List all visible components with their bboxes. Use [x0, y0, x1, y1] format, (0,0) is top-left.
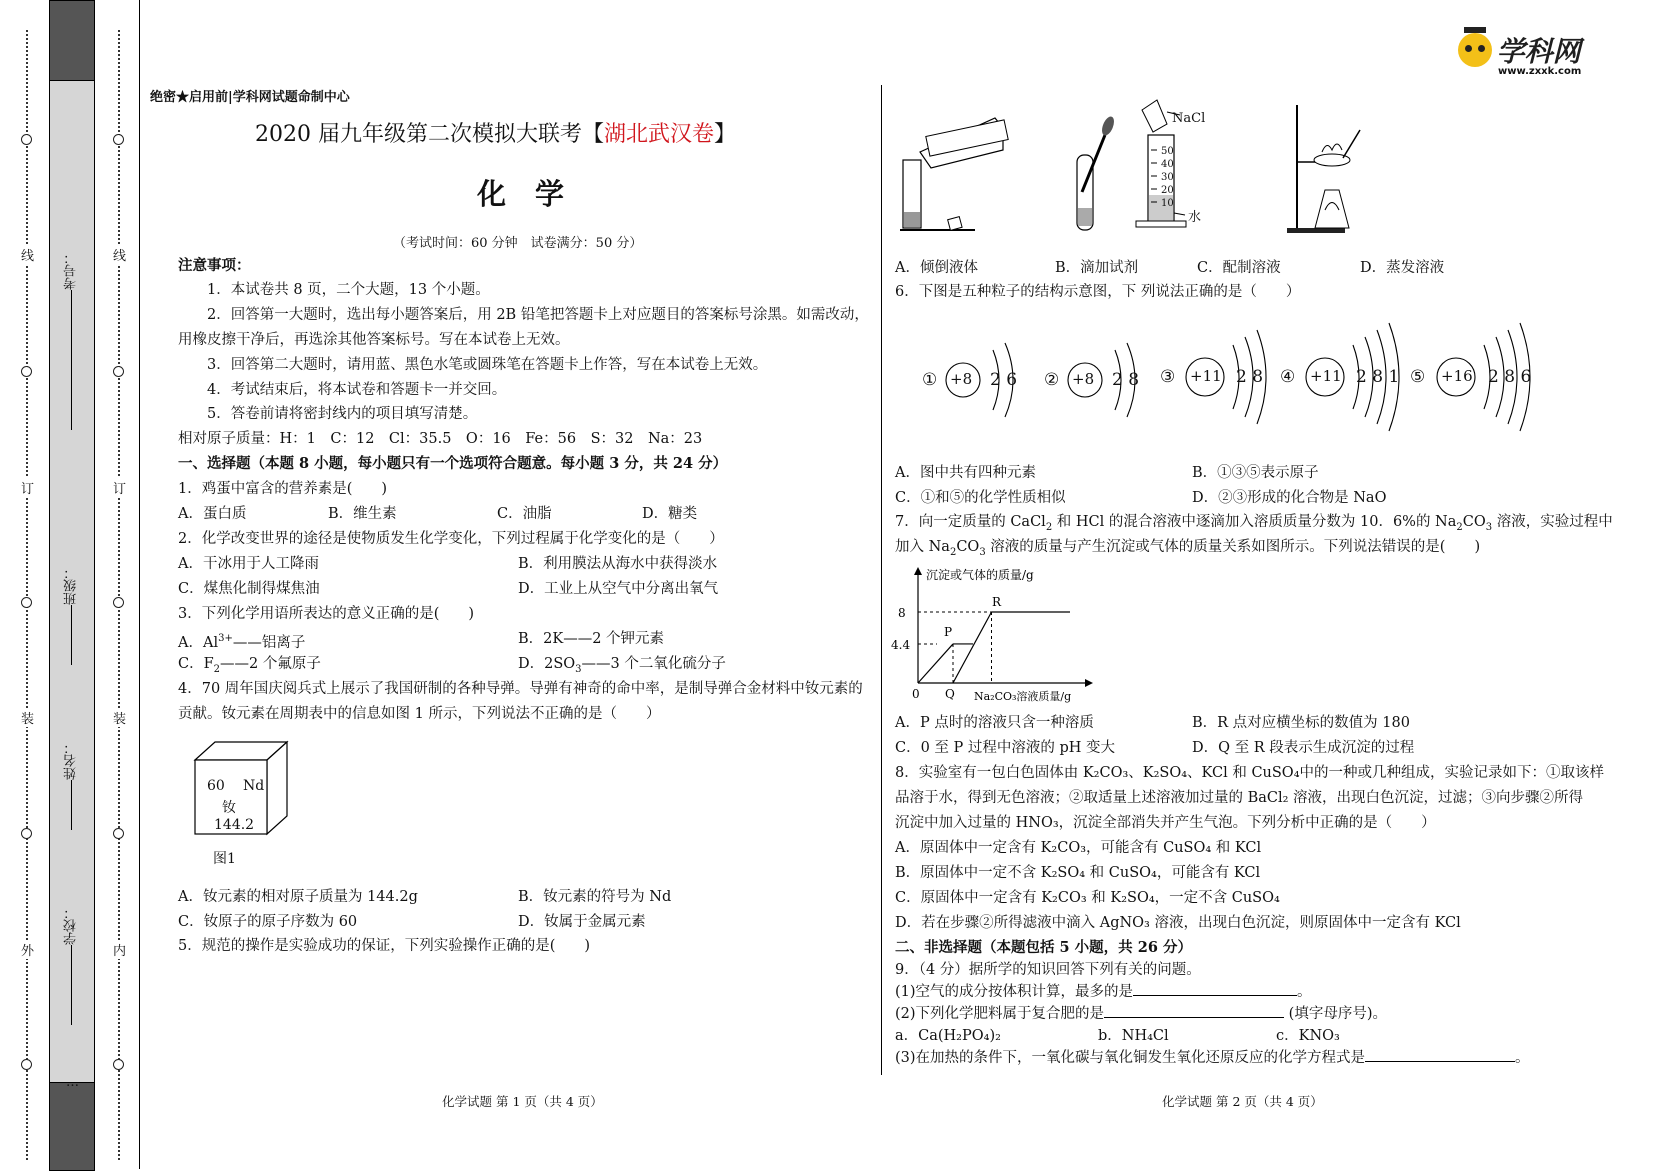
option: C．原固体中一定含有 K₂CO₃ 和 K₂SO₄，一定不含 CuSO₄: [895, 890, 1280, 906]
logo-url: www.zxxk.com: [1498, 66, 1582, 77]
element-number: 60: [207, 778, 225, 794]
note-item: 4．考试结束后，将本试卷和答题卡一并交回。: [207, 382, 507, 398]
note-item: 1．本试卷共 8 页，二个大题，13 个小题。: [207, 282, 490, 298]
atomic-masses: 相对原子质量：H：1 C：12 Cl：35.5 O：16 Fe：56 S：32 Na：23: [178, 431, 703, 447]
option: B．滴加试剂: [1055, 260, 1139, 276]
seal-circle: [21, 366, 32, 377]
option: B．钕元素的符号为 Nd: [518, 889, 672, 905]
note-item: 3．回答第二大题时，请用蓝、黑色水笔或圆珠笔在答题卡上作答，写在本试卷上无效。: [207, 357, 768, 373]
element-symbol: Nd: [243, 778, 265, 794]
logo-mascot-icon: [1458, 33, 1492, 67]
point-label-q: Q: [945, 687, 955, 701]
answer-blank[interactable]: [1365, 1061, 1515, 1062]
margin-dark-bar-bottom: [49, 1082, 95, 1171]
option: C．配制溶液: [1197, 260, 1281, 276]
nacl-label: NaCl: [1172, 111, 1206, 126]
margin-char: 线: [113, 245, 126, 264]
point-label-p: P: [944, 625, 953, 639]
option: A．蛋白质: [178, 506, 247, 522]
logo: [1458, 30, 1581, 77]
question-8-cont: 沉淀中加入过量的 HNO₃，沉淀全部消失并产生气泡。下列分析中正确的是（ ）: [895, 815, 1436, 831]
precipitate-series-line: [953, 612, 992, 683]
option: D．糖类: [642, 506, 698, 522]
notes-heading: 注意事项：: [178, 257, 251, 274]
option: C．0 至 P 过程中溶液的 pH 变大: [895, 740, 1116, 756]
margin-char: 装: [21, 708, 34, 727]
option: B．①③⑤表示原子: [1192, 465, 1319, 481]
answer-blank[interactable]: [1104, 1017, 1284, 1018]
option: C．①和⑤的化学性质相似: [895, 490, 1066, 506]
note-item: 5．答卷前请将密封线内的项目填写清楚。: [207, 406, 478, 422]
particle-nucleus: +11: [1310, 367, 1342, 385]
option: C．煤焦化制得煤焦油: [178, 581, 320, 597]
margin-char: 订: [21, 478, 34, 497]
option: B．2K——2 个钾元素: [518, 631, 665, 647]
seal-circle: [113, 366, 124, 377]
inner-seal-line: [118, 30, 120, 1160]
question-8-cont: 品溶于水，得到无色溶液；②取适量上述溶液加过量的 BaCl₂ 溶液，出现白色沉淀，过滤；③向步骤②所得: [895, 790, 1584, 806]
y-tick-label: 8: [898, 606, 906, 620]
particle-label: ①: [922, 370, 938, 390]
option: A．$Al^{3+}——$铝离子: [178, 633, 306, 651]
question-1: 1．鸡蛋中富含的营养素是( ): [178, 481, 388, 497]
margin-char: 内: [113, 940, 126, 959]
margin-dark-bar-top: [49, 0, 95, 82]
water-label: 水: [1188, 210, 1202, 225]
seal-circle: [113, 597, 124, 608]
question-8: 8．实验室有一包白色固体由 K₂CO₃、K₂SO₄、KCl 和 CuSO₄中的一种或几种组成，实验记录如下：①取该样: [895, 765, 1605, 781]
seal-circle: [21, 134, 32, 145]
option: A．干冰用于人工降雨: [178, 556, 319, 572]
note-item: 2．回答第一大题时，选出每小题答案后，用 2B 铅笔把答题卡上对应题目的答案标号涂黑。如需改动，: [207, 307, 869, 323]
margin-char: 外: [21, 940, 34, 959]
particle-label: ④: [1280, 367, 1296, 387]
question-3: 3．下列化学用语所表达的意义正确的是( ): [178, 606, 475, 622]
section-1-heading: 一、选择题（本题 8 小题，每小题只有一个选项符合题意。每小题 3 分，共 24 分）: [178, 455, 728, 472]
question-9-part-1: (1)空气的成分按体积计算，最多的是 。: [895, 984, 1312, 1000]
exam-title: 2020 届九年级第二次模拟大联考【湖北武汉卷】: [255, 122, 737, 147]
particle-label: ③: [1160, 367, 1176, 387]
particle-shells: 2 8: [1236, 367, 1264, 387]
outer-seal-line: [26, 30, 28, 1160]
particle-shells: 2 8 6: [1488, 367, 1532, 387]
margin-field-name: 姓名：: [62, 710, 81, 830]
y-tick-label: 4.4: [891, 638, 911, 652]
particle-shells: 2 8 1: [1356, 367, 1400, 387]
cylinder-scale: 50 40 30 20 10: [1161, 146, 1174, 209]
option: A．原固体中一定含有 K₂CO₃，可能含有 CuSO₄ 和 KCl: [895, 840, 1262, 856]
option: c．KNO₃: [1276, 1028, 1340, 1044]
option: a．Ca(H₂PO₄)₂: [895, 1028, 1001, 1044]
option: D．钕属于金属元素: [518, 914, 646, 930]
margin-dots: …: [66, 1075, 79, 1090]
origin-label: 0: [912, 687, 920, 701]
evaporation-illustration: [1287, 105, 1360, 233]
page-footer-left: 化学试题 第 1 页（共 4 页）: [442, 1094, 603, 1109]
particle-label: ②: [1044, 370, 1060, 390]
particle-shells: 2 6: [990, 370, 1018, 390]
option: D．工业上从空气中分离出氧气: [518, 581, 719, 597]
subject-title: 化 学: [477, 177, 565, 211]
margin-char: 线: [21, 245, 34, 264]
seal-circle: [21, 828, 32, 839]
dropper-illustration: [1077, 115, 1116, 230]
option: B．维生素: [328, 506, 397, 522]
logo-name: 学科网: [1496, 35, 1581, 68]
particle-nucleus: +8: [1072, 370, 1095, 388]
particle-label: ⑤: [1410, 367, 1426, 387]
option: C．钕原子的原子序数为 60: [178, 914, 358, 930]
question-7: 7．向一定质量的 CaCl$_2$ 和 HCl 的混合溶液中逐滴加入溶质质量分数为 10．6%的 $Na_2CO_3$ 溶液，实验过程中: [895, 514, 1613, 533]
pouring-liquid-illustration: [900, 118, 1008, 230]
option: C．$F_2——2$ 个氟原子: [178, 656, 321, 675]
element-name: 钕: [222, 800, 236, 816]
y-axis-arrow: [914, 567, 922, 575]
particle-nucleus: +8: [950, 370, 973, 388]
option: D．$2SO_3——3$ 个二氧化硫分子: [518, 656, 726, 675]
particle-nucleus: +16: [1441, 367, 1473, 385]
option: C．油脂: [497, 506, 552, 522]
particle-nucleus: +11: [1190, 367, 1222, 385]
margin-field-exam-no: 考号：: [62, 220, 81, 430]
question-9-part-3: (3)在加热的条件下，一氧化碳与氧化铜发生氧化还原反应的化学方程式是 。: [895, 1050, 1530, 1066]
exam-info: （考试时间：60 分钟 试卷满分：50 分）: [393, 236, 643, 251]
question-4-cont: 贡献。钕元素在周期表中的信息如图 1 所示，下列说法不正确的是（ ）: [178, 706, 661, 722]
margin-field-class: 班级：: [62, 545, 81, 665]
option: A．图中共有四种元素: [895, 465, 1036, 481]
option: A．钕元素的相对原子质量为 144.2g: [178, 889, 418, 905]
option: D．若在步骤②所得滤液中滴入 AgNO₃ 溶液，出现白色沉淀，则原固体中一定含有 KCl: [895, 915, 1461, 931]
option: A．倾倒液体: [895, 260, 978, 276]
question-6: 6．下图是五种粒子的结构示意图，下 列说法正确的是（ ）: [895, 284, 1301, 300]
figure-caption: 图1: [213, 851, 236, 867]
question-2: 2．化学改变世界的途径是使物质发生化学变化，下列过程属于化学变化的是（ ）: [178, 531, 724, 547]
seal-circle: [21, 1059, 32, 1070]
option: D．②③形成的化合物是 NaO: [1192, 490, 1387, 506]
option: A．P 点时的溶液只含一种溶质: [895, 715, 1094, 731]
question-4: 4．70 周年国庆阅兵式上展示了我国研制的各种导弹。导弹有神奇的命中率，是制导弹合金材料中钕元素的: [178, 681, 863, 697]
point-label-r: R: [992, 595, 1002, 609]
mass-relationship-chart: [890, 565, 1100, 715]
section-2-heading: 二、非选择题（本题包括 5 小题，共 26 分）: [895, 939, 1192, 956]
option: b．NH₄Cl: [1098, 1028, 1169, 1044]
x-axis-label: Na₂CO₃溶液质量/g: [974, 690, 1072, 703]
option: B．R 点对应横坐标的数值为 180: [1192, 715, 1410, 731]
answer-blank[interactable]: [1133, 995, 1297, 996]
secret-header: 绝密★启用前|学科网试题命制中心: [150, 90, 350, 105]
seal-circle: [113, 828, 124, 839]
note-item: 用橡皮擦干净后，再选涂其他答案标号。写在本试卷上无效。: [178, 332, 570, 348]
particle-shells: 2 8: [1112, 370, 1140, 390]
option: D．蒸发溶液: [1360, 260, 1445, 276]
element-mass: 144.2: [214, 817, 255, 833]
question-7-cont: 加入 $Na_2CO_3$ 溶液的质量与产生沉淀或气体的质量关系如图所示。下列说法错误的是( ): [895, 539, 1481, 558]
option: B．原固体中一定不含 K₂SO₄ 和 CuSO₄，可能含有 KCl: [895, 865, 1261, 881]
margin-char: 订: [113, 478, 126, 497]
seal-circle: [21, 597, 32, 608]
margin-char: 装: [113, 708, 126, 727]
page-divider: [881, 85, 882, 1075]
y-axis-label: 沉淀或气体的质量/g: [926, 568, 1034, 582]
question-9-part-2: (2)下列化学肥料属于复合肥的是 (填字母序号)。: [895, 1006, 1387, 1022]
question-5: 5．规范的操作是实验成功的保证，下列实验操作正确的是( ): [178, 938, 591, 954]
option: D．Q 至 R 段表示生成沉淀的过程: [1192, 740, 1415, 756]
margin-field-school: 学校：: [62, 875, 81, 1025]
page-footer-right: 化学试题 第 2 页（共 4 页）: [1162, 1094, 1323, 1109]
option: B．利用膜法从海水中获得淡水: [518, 556, 718, 572]
seal-circle: [113, 1059, 124, 1070]
gas-series-line: [918, 644, 953, 683]
x-axis-arrow: [1085, 679, 1093, 687]
question-9: 9．（4 分）据所学的知识回答下列有关的问题。: [895, 962, 1201, 978]
seal-circle: [113, 134, 124, 145]
